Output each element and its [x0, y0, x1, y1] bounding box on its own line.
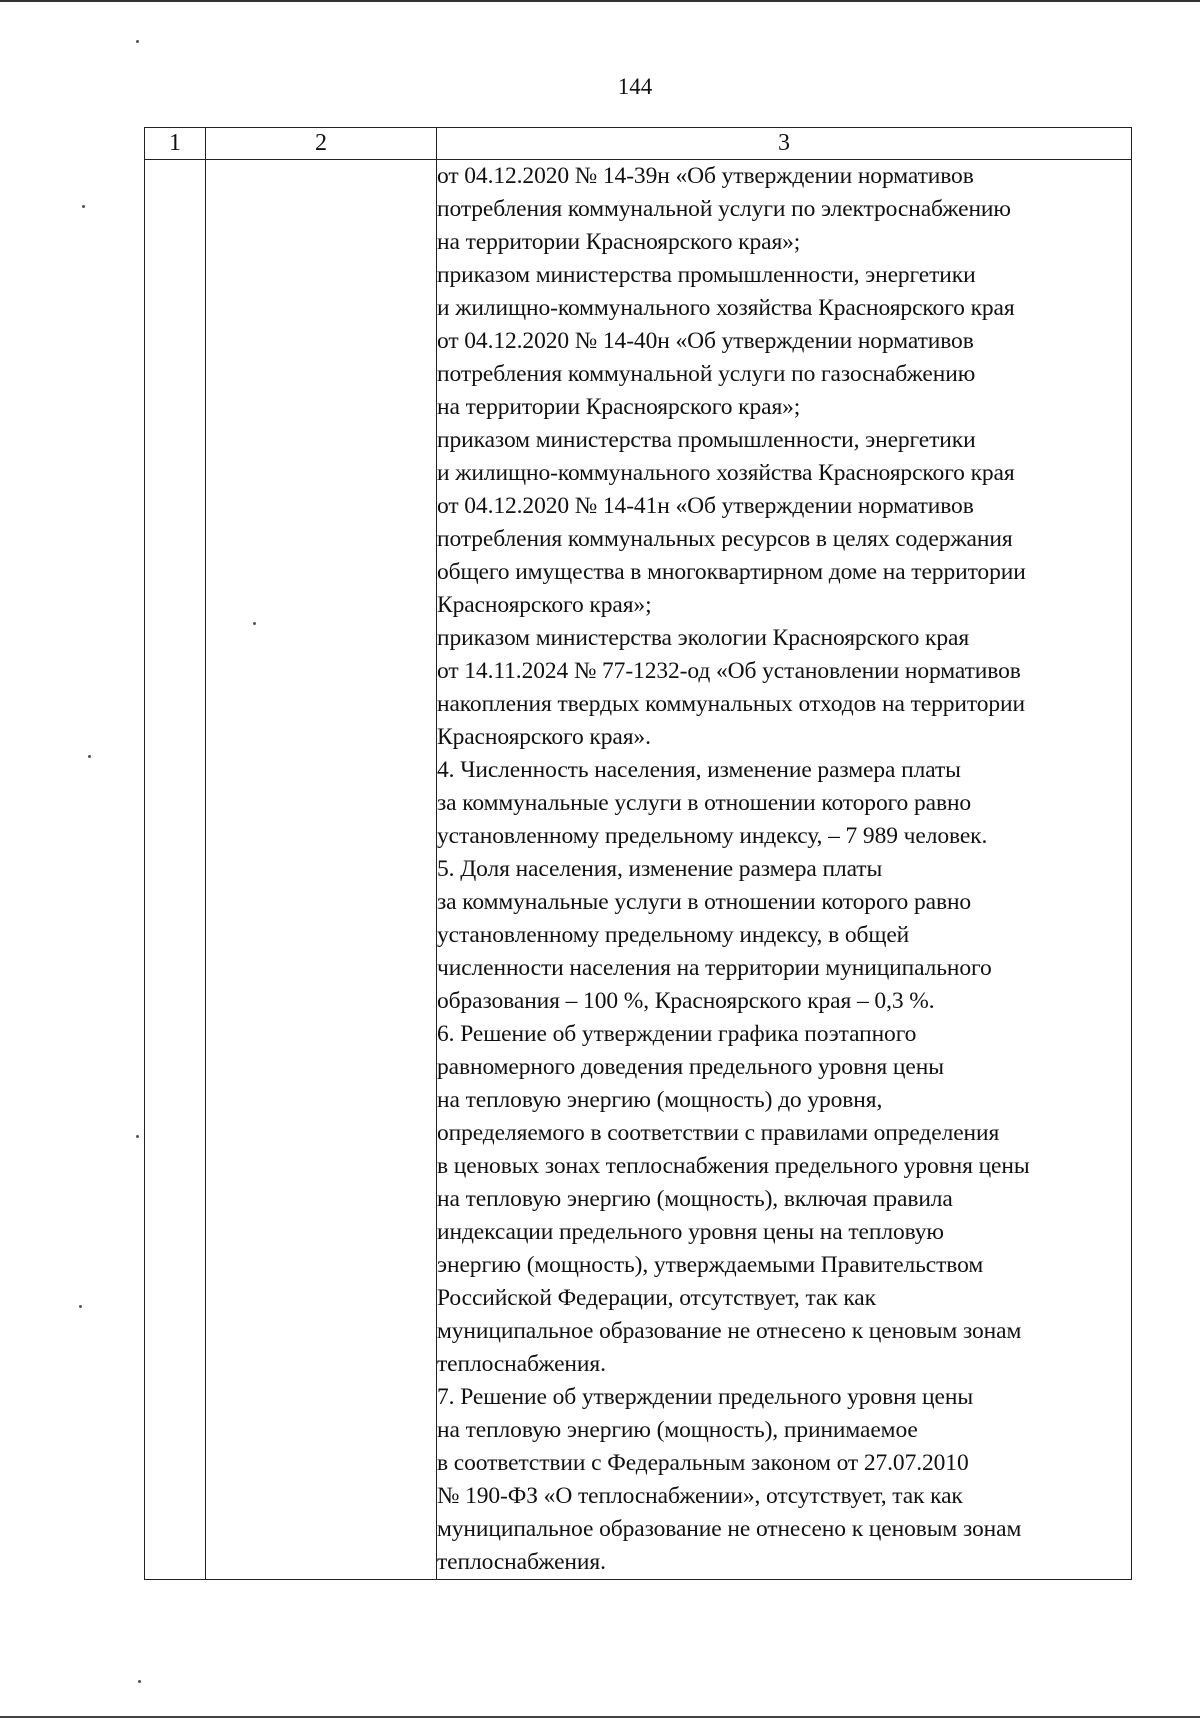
table-header-row [145, 128, 1132, 160]
scan-speck [136, 1135, 139, 1138]
text-line: приказом министерства экологии Красноярского края [437, 625, 970, 651]
text-line: определяемого в соответствии с правилами определения [437, 1120, 1000, 1146]
text-line: 7. Решение об утверждении предельного уровня цены [437, 1384, 974, 1410]
text-line: потребления коммунальной услуги по электроснабжению [437, 196, 1011, 222]
scan-speck [88, 755, 91, 758]
text-line: энергию (мощность), утверждаемыми Правительством [437, 1252, 984, 1278]
text-line: потребления коммунальной услуги по газоснабжению [437, 361, 976, 387]
text-line: Российской Федерации, отсутствует, так как [437, 1285, 876, 1311]
text-line: накопления твердых коммунальных отходов на территории [437, 691, 1025, 717]
text-line: численности населения на территории муниципального [437, 955, 992, 981]
table-row [145, 160, 1132, 1580]
text-line: образования – 100 %, Красноярского края – 0,3 %. [437, 988, 935, 1014]
text-line: за коммунальные услуги в отношении которого равно [437, 790, 972, 816]
text-line: и жилищно-коммунального хозяйства Красноярского края [437, 295, 1015, 321]
text-line: Красноярского края». [437, 724, 651, 750]
text-line: муниципальное образование не отнесено к ценовым зонам [437, 1516, 1022, 1542]
text-line: на территории Красноярского края»; [437, 394, 801, 420]
scan-speck [138, 1680, 141, 1683]
text-line: муниципальное образование не отнесено к ценовым зонам [437, 1318, 1022, 1344]
column-header-3: 3 [437, 128, 1132, 160]
text-line: общего имущества в многоквартирном доме на территории [437, 559, 1026, 585]
text-line: установленному предельному индексу, в общей [437, 922, 910, 948]
text-line: равномерного доведения предельного уровня цены [437, 1054, 944, 1080]
text-line: от 04.12.2020 № 14-41н «Об утверждении нормативов [437, 493, 974, 519]
text-line: приказом министерства промышленности, энергетики [437, 262, 976, 288]
text-line: и жилищно-коммунального хозяйства Красноярского края [437, 460, 1015, 486]
scan-edge-top [0, 0, 1200, 2]
text-line: от 04.12.2020 № 14-39н «Об утверждении нормативов [437, 163, 974, 189]
text-line: на тепловую энергию (мощность) до уровня, [437, 1087, 883, 1113]
text-line: индексации предельного уровня цены на тепловую [437, 1219, 944, 1245]
cell-col3 [437, 160, 1132, 1580]
text-line: № 190-ФЗ «О теплоснабжении», отсутствует, так как [437, 1483, 963, 1509]
scan-speck [136, 40, 139, 43]
scan-edge-bottom [0, 1716, 1200, 1718]
text-line: в ценовых зонах теплоснабжения предельного уровня цены [437, 1153, 1030, 1179]
text-line: на территории Красноярского края»; [437, 229, 801, 255]
text-line: за коммунальные услуги в отношении которого равно [437, 889, 972, 915]
scan-speck [79, 1305, 82, 1308]
cell-col3-text [437, 160, 1131, 1579]
text-line: Красноярского края»; [437, 592, 652, 618]
text-line: от 14.11.2024 № 77-1232-од «Об установлении нормативов [437, 658, 1021, 684]
text-line: теплоснабжения. [437, 1351, 606, 1377]
scan-speck [82, 205, 85, 208]
text-line: в соответствии с Федеральным законом от 27.07.2010 [437, 1450, 969, 1476]
text-line: установленному предельному индексу, – 7 989 человек. [437, 823, 988, 849]
cell-col2 [206, 160, 437, 1580]
text-line: на тепловую энергию (мощность), принимаемое [437, 1417, 918, 1443]
document-table [144, 127, 1132, 1580]
column-header-1: 1 [145, 128, 206, 160]
column-header-2: 2 [206, 128, 437, 160]
text-line: потребления коммунальных ресурсов в целях содержания [437, 526, 1013, 552]
text-line: от 04.12.2020 № 14-40н «Об утверждении нормативов [437, 328, 974, 354]
text-line: на тепловую энергию (мощность), включая правила [437, 1186, 953, 1212]
text-line: 4. Численность населения, изменение размера платы [437, 757, 961, 783]
page-number: 144 [617, 74, 653, 99]
text-line: 6. Решение об утверждении графика поэтапного [437, 1021, 917, 1047]
text-line: приказом министерства промышленности, энергетики [437, 427, 976, 453]
text-line: 5. Доля населения, изменение размера платы [437, 856, 883, 882]
text-line: теплоснабжения. [437, 1549, 606, 1575]
cell-col1 [145, 160, 206, 1580]
